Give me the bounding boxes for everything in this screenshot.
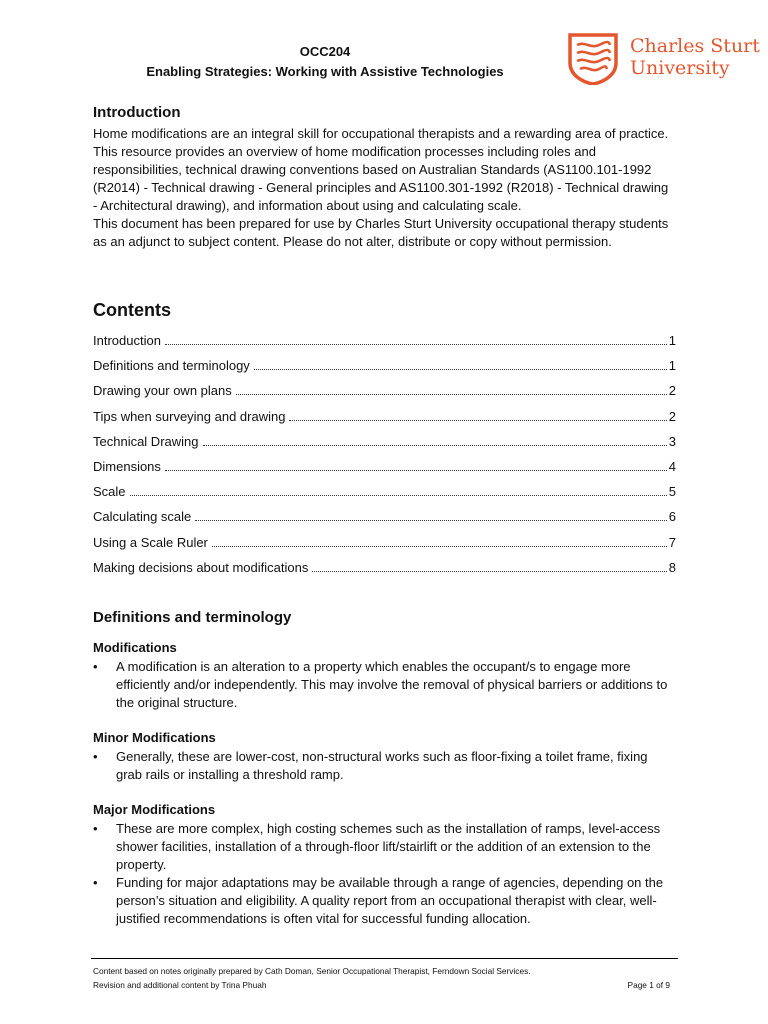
introduction-body — [93, 125, 673, 251]
toc-entry[interactable] — [93, 507, 676, 532]
toc-entry-page: 1 — [668, 333, 676, 348]
minor-modifications-heading: Minor Modifications — [93, 730, 216, 745]
toc-entry-title: Calculating scale — [93, 509, 192, 525]
list-item — [93, 748, 673, 784]
bullet-icon: • — [93, 821, 98, 836]
toc-leader — [165, 344, 667, 345]
toc-leader — [312, 571, 666, 572]
toc-entry-page: 2 — [668, 408, 676, 424]
toc-entry-page: 5 — [668, 484, 676, 500]
toc-entry-title: Making decisions about modifications — [93, 559, 309, 575]
list-item — [93, 874, 673, 928]
footer-revision: Revision and additional content by Trina Phuah — [93, 980, 267, 990]
definitions-heading: Definitions and terminology — [93, 609, 292, 626]
modifications-heading: Modifications — [93, 640, 177, 655]
toc-entry-page: 8 — [668, 559, 676, 575]
toc-entry[interactable] — [93, 331, 676, 356]
toc-entry-page: 7 — [668, 534, 676, 550]
toc-entry-title: Drawing your own plans — [93, 383, 232, 399]
major-modifications-heading: Major Modifications — [93, 802, 216, 817]
logo-line-2: University — [630, 57, 730, 79]
introduction-heading: Introduction — [93, 104, 181, 121]
list-item-text: A modification is an alteration to a property which enables the occupant/s to engage more efficiently and/or independently. This may involve the removal of physical barriers or additions to the original structure. — [116, 659, 668, 710]
bullet-icon: • — [93, 659, 98, 674]
toc-entry-title: Scale — [93, 484, 126, 500]
list-item — [93, 658, 673, 712]
toc-entry[interactable] — [93, 407, 676, 432]
toc-leader — [130, 495, 667, 496]
toc-entry[interactable] — [93, 432, 676, 457]
toc-leader — [254, 369, 667, 370]
toc-entry-title: Technical Drawing — [93, 433, 199, 449]
toc-leader — [289, 420, 666, 421]
toc-entry-page: 4 — [668, 458, 676, 474]
list-item-text: Funding for major adaptations may be available through a range of agencies, depending on the person’s situation and eligibility. A quality report from an occupational therapist with clear, well-justified recommendations is often vital for successful funding allocation. — [116, 875, 664, 926]
toc-leader — [195, 520, 666, 521]
toc-entry[interactable] — [93, 533, 676, 558]
bullet-icon: • — [93, 749, 98, 764]
toc-entry-title: Using a Scale Ruler — [93, 534, 208, 550]
list-item — [93, 820, 673, 874]
toc-entry-title: Definitions and terminology — [93, 358, 250, 374]
page-number: Page 1 of 9 — [627, 980, 670, 990]
university-name — [630, 35, 760, 79]
toc-leader — [203, 445, 667, 446]
toc-entry-page: 2 — [668, 383, 676, 399]
course-title: Enabling Strategies: Working with Assistive Technologies — [146, 64, 504, 79]
major-modifications-list — [93, 820, 673, 928]
introduction-paragraph-2: This document has been prepared for use by Charles Sturt University occupational therapy students as an adjunct to subject content. Please do not alter, distribute or copy without permission. — [93, 216, 669, 249]
contents-heading: Contents — [93, 300, 171, 320]
university-logo — [568, 33, 768, 85]
toc-entry[interactable] — [93, 482, 676, 507]
logo-line-1: Charles Sturt — [630, 35, 760, 57]
list-item-text: Generally, these are lower-cost, non-structural works such as floor-fixing a toilet frame, fixing grab rails or installing a threshold ramp. — [116, 749, 648, 782]
toc-entry-page: 6 — [668, 509, 676, 525]
toc-entry-title: Introduction — [93, 333, 161, 348]
toc-leader — [236, 394, 667, 395]
course-code: OCC204 — [299, 44, 351, 59]
minor-modifications-list — [93, 748, 673, 784]
toc-entry-page: 3 — [668, 433, 676, 449]
toc-entry[interactable] — [93, 558, 676, 583]
toc-leader — [165, 470, 667, 471]
toc-entry[interactable] — [93, 381, 676, 406]
toc-entry-page: 1 — [668, 358, 676, 374]
bullet-icon: • — [93, 875, 98, 890]
university-crest-icon — [568, 33, 618, 85]
footer-credit: Content based on notes originally prepared by Cath Doman, Senior Occupational Therapist, Ferndown Social Services. — [93, 966, 531, 976]
table-of-contents — [93, 331, 676, 583]
toc-entry-title: Tips when surveying and drawing — [93, 408, 286, 424]
modifications-list — [93, 658, 673, 712]
toc-entry[interactable] — [93, 457, 676, 482]
toc-entry[interactable] — [93, 356, 676, 381]
toc-entry-title: Dimensions — [93, 458, 161, 474]
list-item-text: These are more complex, high costing schemes such as the installation of ramps, level-access shower facilities, installation of a through-floor lift/stairlift or the addition of an extension to the property. — [116, 821, 661, 872]
introduction-paragraph-1: Home modifications are an integral skill for occupational therapists and a rewarding area of practice. This resource provides an overview of home modification processes including roles and responsibilities, technical drawing conventions based on Australian Standards (AS1100.101-1992 (R2014) - Technical drawing - General principles and AS1100.301-1992 (R2018) - Technical drawing - Architectural drawing), and information about using and calculating scale. — [93, 126, 669, 213]
toc-leader — [212, 546, 667, 547]
footer-divider — [91, 958, 678, 959]
